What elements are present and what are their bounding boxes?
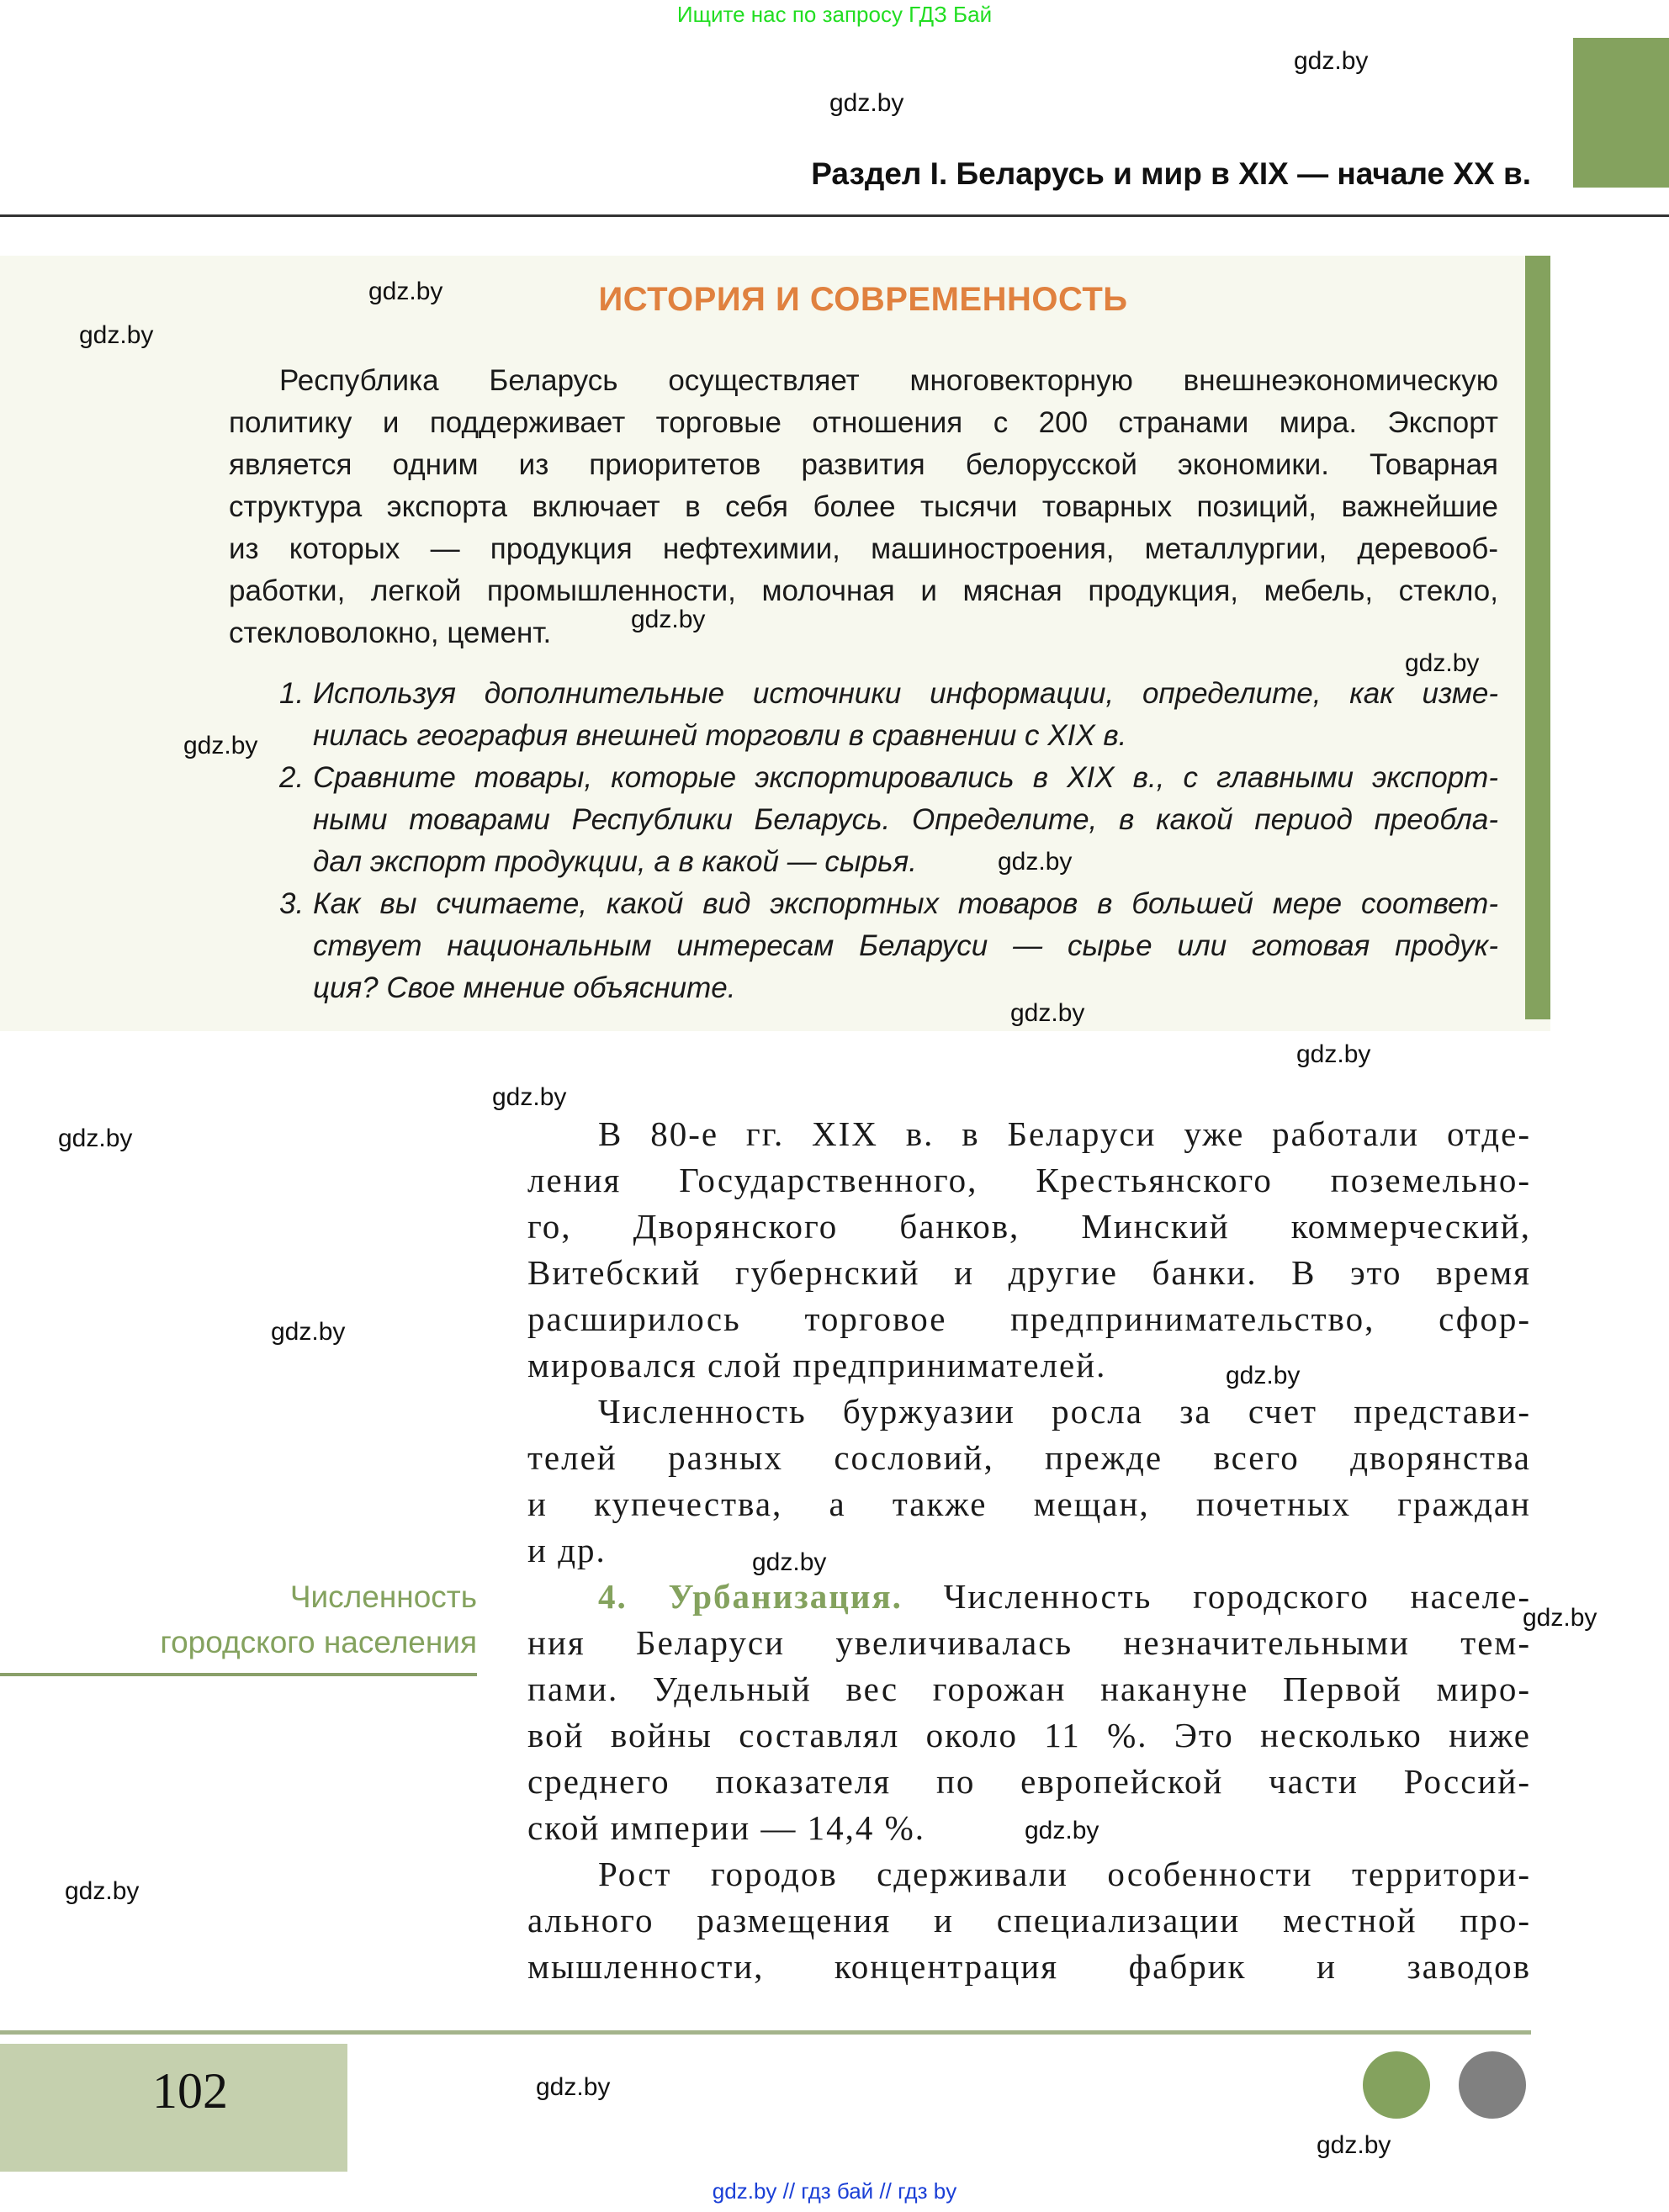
paragraph-line: стекловолокно, цемент. xyxy=(229,617,552,649)
watermark-text: gdz.by xyxy=(58,1125,133,1152)
question-line xyxy=(279,799,1498,841)
body-line: В 80-е гг. XIX в. в Беларуси уже работали отде- xyxy=(598,1114,1531,1153)
watermark-text: gdz.by xyxy=(1296,1040,1371,1068)
watermark-text: gdz.by xyxy=(631,606,706,633)
body-line: ния Беларуси увеличивалась незначительными тем- xyxy=(527,1623,1531,1662)
watermark-text: gdz.by xyxy=(1317,2131,1391,2159)
side-heading xyxy=(160,1574,477,1665)
question-text: ствует национальным интересам Беларуси — сырье или готовая продук- xyxy=(313,929,1498,962)
watermark-text: gdz.by xyxy=(829,89,904,117)
page-number: 102 xyxy=(152,2063,228,2119)
body-line: Витебский губернский и другие банки. В это время xyxy=(527,1253,1531,1292)
watermark-text: gdz.by xyxy=(183,732,258,759)
history-box-paragraph xyxy=(229,360,1498,654)
history-box-side-bar xyxy=(1525,256,1550,1019)
question-number xyxy=(279,715,313,757)
section-header: Раздел I. Беларусь и мир в XIX — начале XX в. xyxy=(811,156,1531,191)
gray-circle-icon xyxy=(1459,2051,1526,2119)
main-body-text xyxy=(527,1111,1531,1990)
watermark-text: gdz.by xyxy=(65,1877,140,1905)
watermark-text: gdz.by xyxy=(271,1318,346,1346)
body-line: ской империи — 14,4 %. xyxy=(527,1808,926,1847)
paragraph-line: политику и поддерживает торговые отношения с 200 странами мира. Экспорт xyxy=(229,406,1498,439)
watermark-text: gdz.by xyxy=(1294,47,1369,75)
side-heading-underline xyxy=(0,1673,477,1676)
watermark-text: gdz.by xyxy=(1405,649,1480,677)
body-line: расширилось торговое предпринимательство, сфор- xyxy=(527,1299,1531,1338)
green-circle-icon xyxy=(1363,2051,1430,2119)
question-number: 2. xyxy=(279,761,305,794)
side-heading-line: Численность xyxy=(289,1580,477,1614)
question-text: Используя дополнительные источники информации, определите, как изме- xyxy=(313,677,1498,710)
side-heading-line: городского населения xyxy=(160,1625,477,1659)
watermark-text: gdz.by xyxy=(1523,1604,1597,1632)
body-line: Численность буржуазии росла за счет представи- xyxy=(598,1392,1531,1431)
body-line: и купечества, а также мещан, почетных граждан xyxy=(527,1484,1531,1523)
body-line: Рост городов сдерживали особенности территори- xyxy=(598,1855,1531,1893)
question-line xyxy=(279,715,1498,757)
watermark-text: gdz.by xyxy=(1010,999,1085,1027)
paragraph-line: работки, легкой промышленности, молочная и мясная продукция, мебель, стекло, xyxy=(229,574,1498,607)
watermark-text: gdz.by xyxy=(1025,1817,1099,1844)
question-number xyxy=(279,799,313,841)
question-text: Как вы считаете, какой вид экспортных товаров в большей мере соответ- xyxy=(313,887,1498,920)
watermark-text: gdz.by xyxy=(492,1083,567,1111)
question-line xyxy=(279,967,1498,1009)
question-number: 3. xyxy=(279,887,305,920)
body-line xyxy=(527,1574,1531,1620)
watermark-text: gdz.by xyxy=(752,1548,827,1576)
question-line xyxy=(279,673,1498,715)
question-line xyxy=(279,925,1498,967)
question-text: дал экспорт продукции, а в какой — сырья. xyxy=(313,845,917,878)
body-line: ления Государственного, Крестьянского поземельно- xyxy=(527,1161,1531,1199)
body-line: среднего показателя по европейской части Россий- xyxy=(527,1762,1531,1801)
body-line-text: Численность городского населе- xyxy=(902,1577,1531,1616)
question-text: Сравните товары, которые экспортировались в XIX в., с главными экспорт- xyxy=(313,761,1498,794)
body-line: мышленности, концентрация фабрик и заводов xyxy=(527,1947,1531,1986)
questions-list xyxy=(279,673,1498,1009)
body-line: пами. Удельный вес горожан накануне Первой миро- xyxy=(527,1670,1531,1708)
question-text: ция? Свое мнение объясните. xyxy=(313,971,736,1004)
paragraph-line: из которых — продукция нефтехимии, машиностроения, металлургии, деревооб- xyxy=(229,532,1498,565)
footer-divider xyxy=(0,2030,1531,2035)
watermark-text: gdz.by xyxy=(368,278,443,305)
question-number xyxy=(279,841,313,883)
body-line: го, Дворянского банков, Минский коммерческий, xyxy=(527,1207,1531,1246)
question-line xyxy=(279,883,1498,925)
body-line: ального размещения и специализации местной про- xyxy=(527,1901,1531,1939)
history-box-title: ИСТОРИЯ И СОВРЕМЕННОСТЬ xyxy=(598,281,1128,318)
subsection-heading: 4. Урбанизация. xyxy=(598,1577,903,1616)
question-number xyxy=(279,967,313,1009)
question-text: ными товарами Республики Беларусь. Определите, в какой период преобла- xyxy=(313,803,1498,836)
bottom-links[interactable]: gdz.by // гдз бай // гдз by xyxy=(712,2178,957,2204)
header-divider xyxy=(0,214,1669,217)
body-line: и др. xyxy=(527,1531,607,1569)
body-line: телей разных сословий, прежде всего дворянства xyxy=(527,1438,1531,1477)
search-hint-banner: Ищите нас по запросу ГДЗ Бай xyxy=(676,2,993,27)
paragraph-line: является одним из приоритетов развития белорусской экономики. Товарная xyxy=(229,448,1498,481)
question-line xyxy=(279,757,1498,799)
question-line xyxy=(279,841,1498,883)
body-line: мировался слой предпринимателей. xyxy=(527,1346,1107,1384)
paragraph-line: Республика Беларусь осуществляет многовекторную внешнеэкономическую xyxy=(279,364,1498,397)
watermark-text: gdz.by xyxy=(1226,1362,1301,1389)
watermark-text: gdz.by xyxy=(536,2073,611,2101)
watermark-text: gdz.by xyxy=(79,321,154,349)
question-number: 1. xyxy=(279,677,305,710)
paragraph-line: структура экспорта включает в себя более тысячи товарных позиций, важнейшие xyxy=(229,490,1498,523)
question-text: нилась география внешней торговли в сравнении с XIX в. xyxy=(313,719,1127,752)
corner-color-tab xyxy=(1573,38,1669,188)
question-number xyxy=(279,925,313,967)
watermark-text: gdz.by xyxy=(998,848,1073,876)
body-line: вой войны составлял около 11 %. Это несколько ниже xyxy=(527,1716,1531,1754)
